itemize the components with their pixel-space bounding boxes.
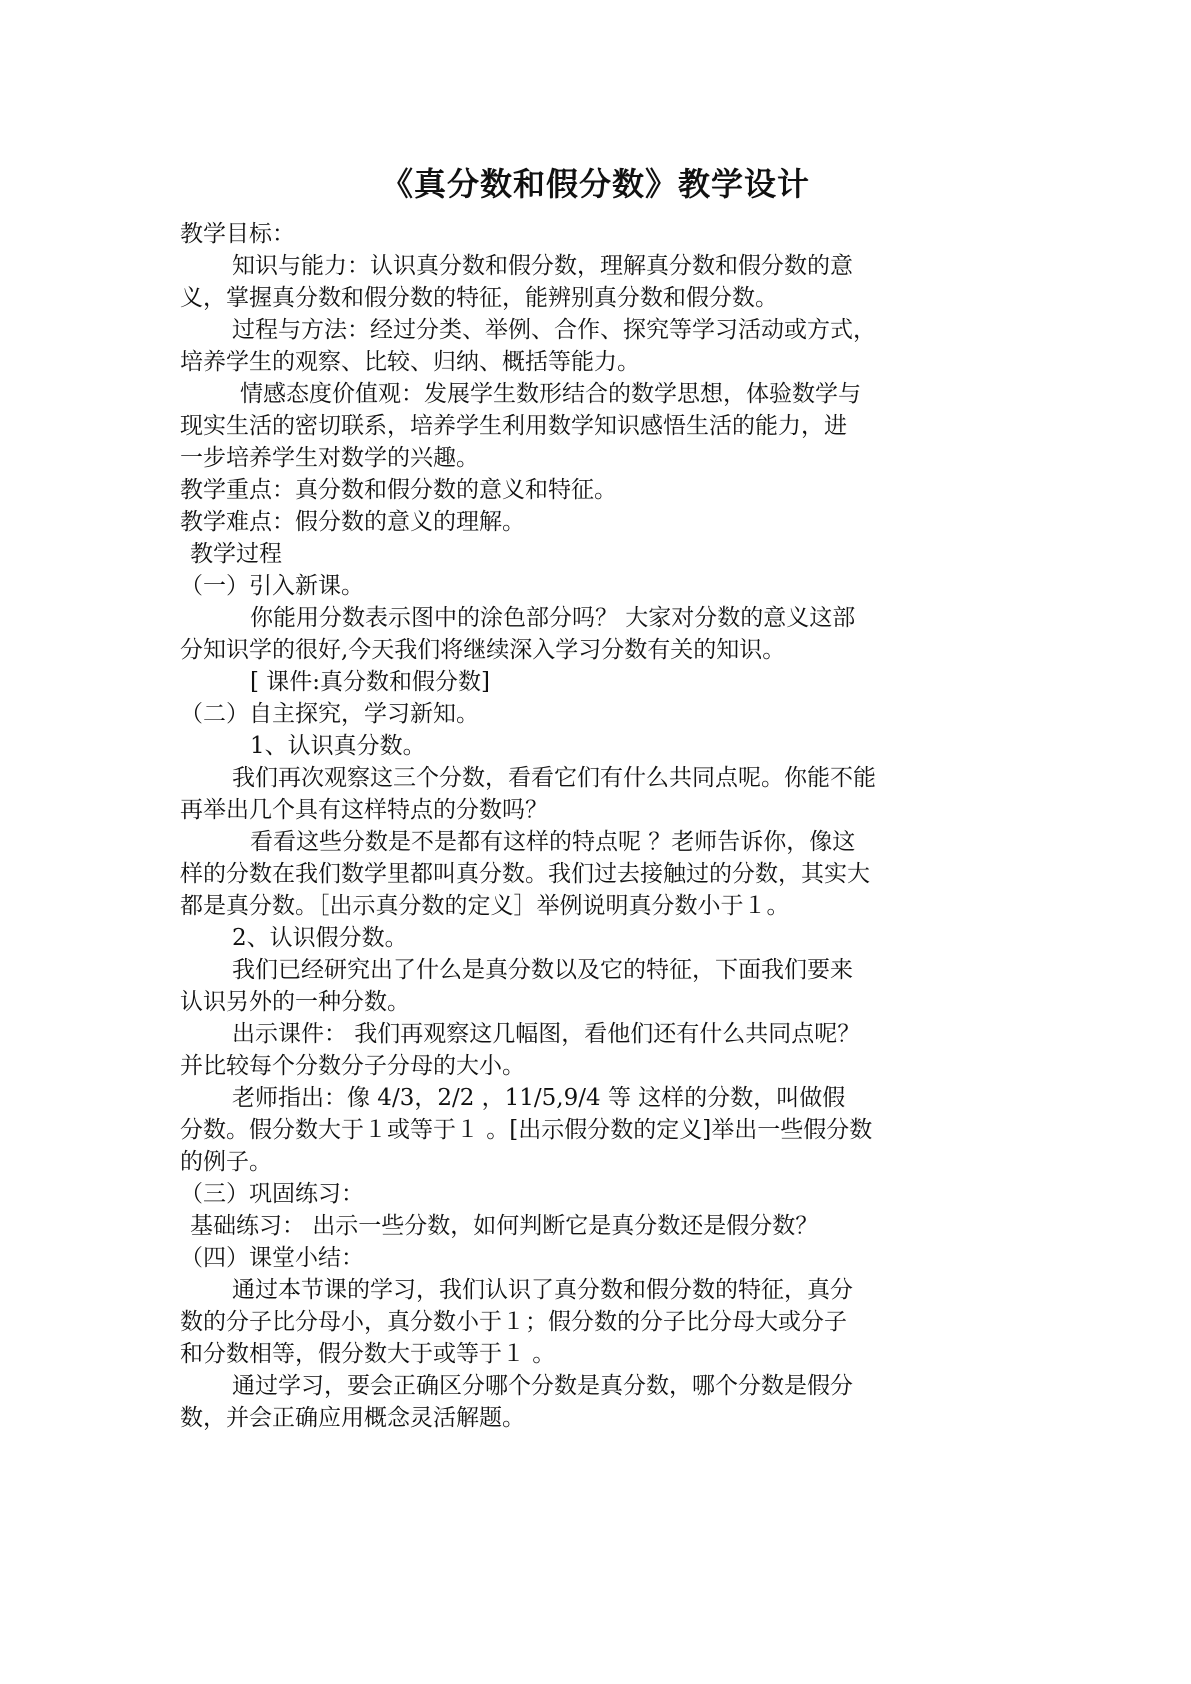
text-line: 情感态度价值观：发展学生数形结合的数学思想，体验数学与 [240,381,861,407]
text-line: 我们再次观察这三个分数，看看它们有什么共同点呢。你能不能 [232,765,876,791]
text-line: 我们已经研究出了什么是真分数以及它的特征，下面我们要来 [232,957,853,983]
document-title: 《真分数和假分数》教学设计 [380,165,810,203]
text-line: 认识另外的一种分数。 [180,989,410,1015]
text-line: 通过学习，要会正确区分哪个分数是真分数，哪个分数是假分 [232,1373,853,1399]
text-line: 过程与方法：经过分类、举例、合作、探究等学习活动或方式， [232,317,876,343]
text-line: 基础练习： 出示一些分数，如何判断它是真分数还是假分数？ [190,1213,819,1239]
text-line: 2、认识假分数。 [232,925,408,951]
text-line: 你能用分数表示图中的涂色部分吗？ 大家对分数的意义这部 [250,605,856,631]
text-line: 出示课件： 我们再观察这几幅图，看他们还有什么共同点呢？ [232,1021,861,1047]
text-line: 数的分子比分母小，真分数小于１；假分数的分子比分母大或分子 [180,1309,847,1335]
text-line: （三）巩固练习： [180,1181,364,1207]
text-line: 和分数相等，假分数大于或等于１ 。 [180,1341,556,1367]
text-line: [ 课件:真分数和假分数] [250,669,491,695]
text-line: 分知识学的很好,今天我们将继续深入学习分数有关的知识。 [180,637,786,663]
text-line: 知识与能力：认识真分数和假分数，理解真分数和假分数的意 [232,253,853,279]
text-line: （四）课堂小结： [180,1245,364,1271]
text-line: 分数。假分数大于１或等于１ 。[出示假分数的定义]举出一些假分数 [180,1117,873,1143]
text-line: 一步培养学生对数学的兴趣。 [180,445,479,471]
text-line: 并比较每个分数分子分母的大小。 [180,1053,525,1079]
text-line: 教学目标： [180,221,295,247]
text-line: （一）引入新课。 [180,573,364,599]
document-body [180,218,1010,1434]
text-line: 的例子。 [180,1149,272,1175]
text-line: 看看这些分数是不是都有这样的特点呢 ？老师告诉你，像这 [250,829,856,855]
text-line: 教学难点：假分数的意义的理解。 [180,509,525,535]
text-line: （二）自主探究，学习新知。 [180,701,479,727]
text-line: 1、认识真分数。 [250,733,426,759]
text-line: 数，并会正确应用概念灵活解题。 [180,1405,525,1431]
text-line: 培养学生的观察、比较、归纳、概括等能力。 [180,349,640,375]
text-line: 都是真分数。［出示真分数的定义］举例说明真分数小于１。 [180,893,790,919]
text-line: 教学重点：真分数和假分数的意义和特征。 [180,477,617,503]
text-line: 通过本节课的学习，我们认识了真分数和假分数的特征，真分 [232,1277,853,1303]
text-line: 老师指出：像 4/3，2/2 ，11/5,9/4 等 这样的分数，叫做假 [232,1085,846,1111]
text-line: 义，掌握真分数和假分数的特征，能辨别真分数和假分数。 [180,285,778,311]
text-line: 现实生活的密切联系，培养学生利用数学知识感悟生活的能力，进 [180,413,847,439]
text-line: 教学过程 [190,541,282,567]
text-line: 再举出几个具有这样特点的分数吗？ [180,797,548,823]
text-line: 样的分数在我们数学里都叫真分数。我们过去接触过的分数，其实大 [180,861,870,887]
